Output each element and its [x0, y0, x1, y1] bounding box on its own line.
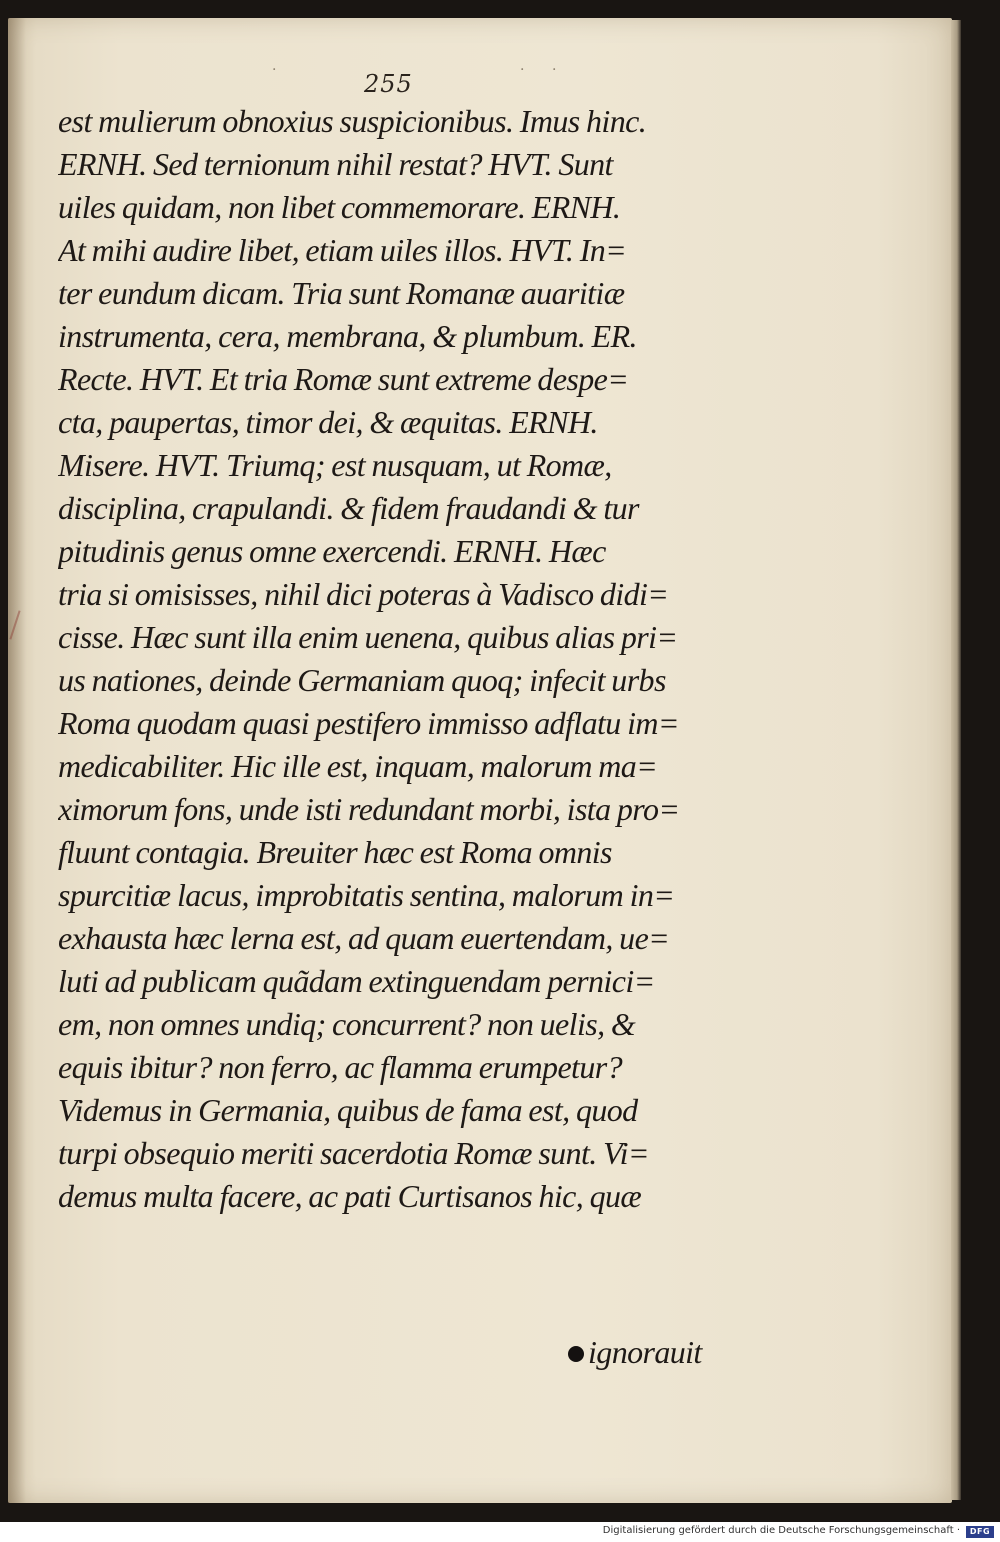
text-line: Recte. HVT. Et tria Romæ sunt extreme despe=	[58, 361, 629, 397]
text-line: cisse. Hæc sunt illa enim uenena, quibus alias pri=	[58, 619, 678, 655]
text-line: luti ad publicam quãdam extinguendam pernici=	[58, 963, 655, 999]
text-line: uiles quidam, non libet commemorare. ERNH.	[58, 189, 621, 225]
text-line: cta, paupertas, timor dei, & æquitas. ERNH.	[58, 404, 598, 440]
text-line: demus multa facere, ac pati Curtisanos hic, quæ	[58, 1178, 642, 1214]
text-line: ERNH. Sed ternionum nihil restat? HVT. Sunt	[58, 146, 613, 182]
text-line: fluunt contagia. Breuiter hæc est Roma omnis	[58, 834, 612, 870]
page-number: 255	[364, 70, 413, 98]
text-line: turpi obsequio meriti sacerdotia Romæ sunt. Vi=	[58, 1135, 649, 1171]
text-line: spurcitiæ lacus, improbitatis sentina, malorum in=	[58, 877, 675, 913]
catchword-text: ignorauit	[588, 1334, 702, 1370]
text-line: medicabiliter. Hic ille est, inquam, malorum ma=	[58, 748, 658, 784]
text-line: em, non omnes undiq; concurrent? non uelis, &	[58, 1006, 636, 1042]
dfg-logo-icon: DFG	[966, 1526, 994, 1538]
text-line: Roma quodam quasi pestifero immisso adflatu im=	[58, 705, 679, 741]
text-line: ximorum fons, unde isti redundant morbi, ista pro=	[58, 791, 680, 827]
ink-blot-icon	[568, 1346, 584, 1362]
gutter-shadow	[8, 18, 26, 1503]
text-line: At mihi audire libet, etiam uiles illos. HVT. In=	[58, 232, 627, 268]
text-line: tria si omisisses, nihil dici poteras à Vadisco didi=	[58, 576, 669, 612]
text-line: ter eundum dicam. Tria sunt Romanæ auaritiæ	[58, 275, 625, 311]
text-line: Misere. HVT. Triumq; est nusquam, ut Romæ,	[58, 447, 612, 483]
ink-speck: ·	[272, 62, 277, 78]
footer-credit: Digitalisierung gefördert durch die Deutsche Forschungsgemeinschaft ·	[602, 1525, 960, 1536]
catchword	[568, 1334, 702, 1371]
text-line: pitudinis genus omne exercendi. ERNH. Hæc	[58, 533, 606, 569]
text-line: exhausta hæc lerna est, ad quam euertendam, ue=	[58, 920, 670, 956]
page-edge	[951, 20, 961, 1500]
ink-speck: ·	[520, 62, 525, 78]
body-text	[58, 100, 738, 1218]
text-line: instrumenta, cera, membrana, & plumbum. ER.	[58, 318, 637, 354]
ink-speck: ·	[552, 62, 557, 78]
text-line: Videmus in Germania, quibus de fama est, quod	[58, 1092, 638, 1128]
text-line: disciplina, crapulandi. & fidem fraudandi & tur	[58, 490, 639, 526]
text-line: est mulierum obnoxius suspicionibus. Imus hinc.	[58, 103, 647, 139]
footer-bar	[0, 1522, 1000, 1542]
text-line: equis ibitur? non ferro, ac flamma erumpetur?	[58, 1049, 623, 1085]
text-line: us nationes, deinde Germaniam quoq; infecit urbs	[58, 662, 666, 698]
